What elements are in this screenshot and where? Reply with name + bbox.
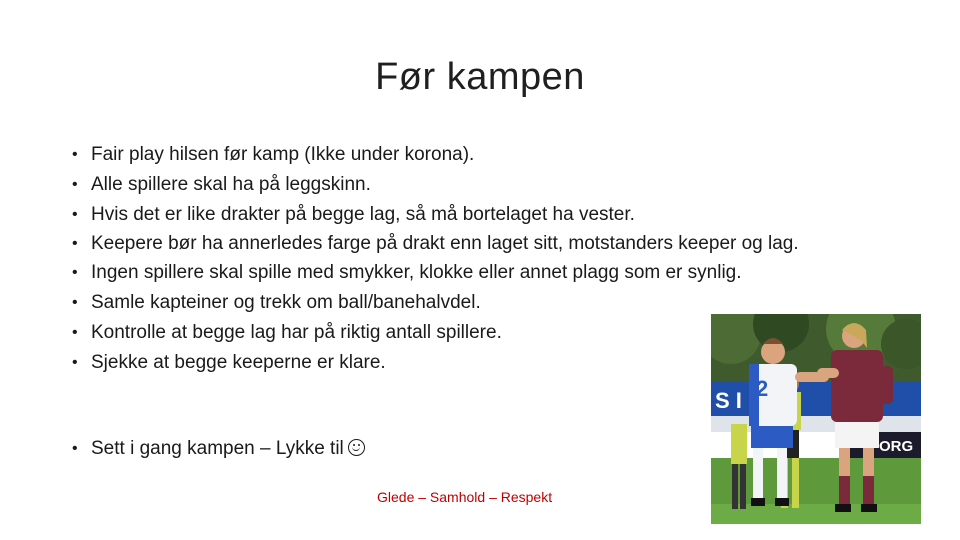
smiley-icon [348, 439, 365, 456]
bullet-text: Sjekke at begge keeperne er klare. [91, 352, 386, 373]
bullet-text: Kontrolle at begge lag har på riktig antall spillere. [91, 322, 502, 343]
football-handshake-photo [711, 314, 921, 524]
slide-title: Før kampen [375, 56, 585, 98]
list-item [72, 173, 872, 196]
bullet-list-final [72, 437, 365, 460]
bullet-icon: • [72, 440, 78, 457]
bullet-text: Ingen spillere skal spille med smykker, klokke eller annet plagg som er synlig. [91, 262, 742, 283]
bullet-icon: • [72, 235, 78, 252]
bullet-icon: • [72, 354, 78, 371]
bullet-text: Keepere bør ha annerledes farge på drakt enn laget sitt, motstanders keeper og lag. [91, 233, 799, 254]
player-number: 2 [756, 376, 769, 401]
list-item [72, 291, 872, 314]
list-item [72, 233, 872, 254]
list-item [72, 437, 365, 460]
bullet-icon: • [72, 176, 78, 193]
bullet-icon: • [72, 206, 78, 223]
bullet-icon: • [72, 146, 78, 163]
bullet-text: Samle kapteiner og trekk om ball/banehalvdel. [91, 292, 481, 313]
banner-text: S I [715, 388, 742, 413]
bullet-text: Alle spillere skal ha på leggskinn. [91, 174, 371, 195]
bullet-icon: • [72, 324, 78, 341]
list-item [72, 203, 872, 226]
bullet-icon: • [72, 264, 78, 281]
bullet-icon: • [72, 294, 78, 311]
bullet-text: Hvis det er like drakter på begge lag, så må bortelaget ha vester. [91, 204, 635, 225]
footer-motto: Glede – Samhold – Respekt [377, 489, 553, 505]
list-item [72, 261, 872, 284]
bullet-text: Sett i gang kampen – Lykke til [91, 438, 344, 459]
photo-svg [711, 314, 921, 524]
banner-text-right: ORG [879, 438, 914, 455]
bullet-text: Fair play hilsen før kamp (Ikke under korona). [91, 144, 475, 165]
list-item [72, 143, 872, 166]
